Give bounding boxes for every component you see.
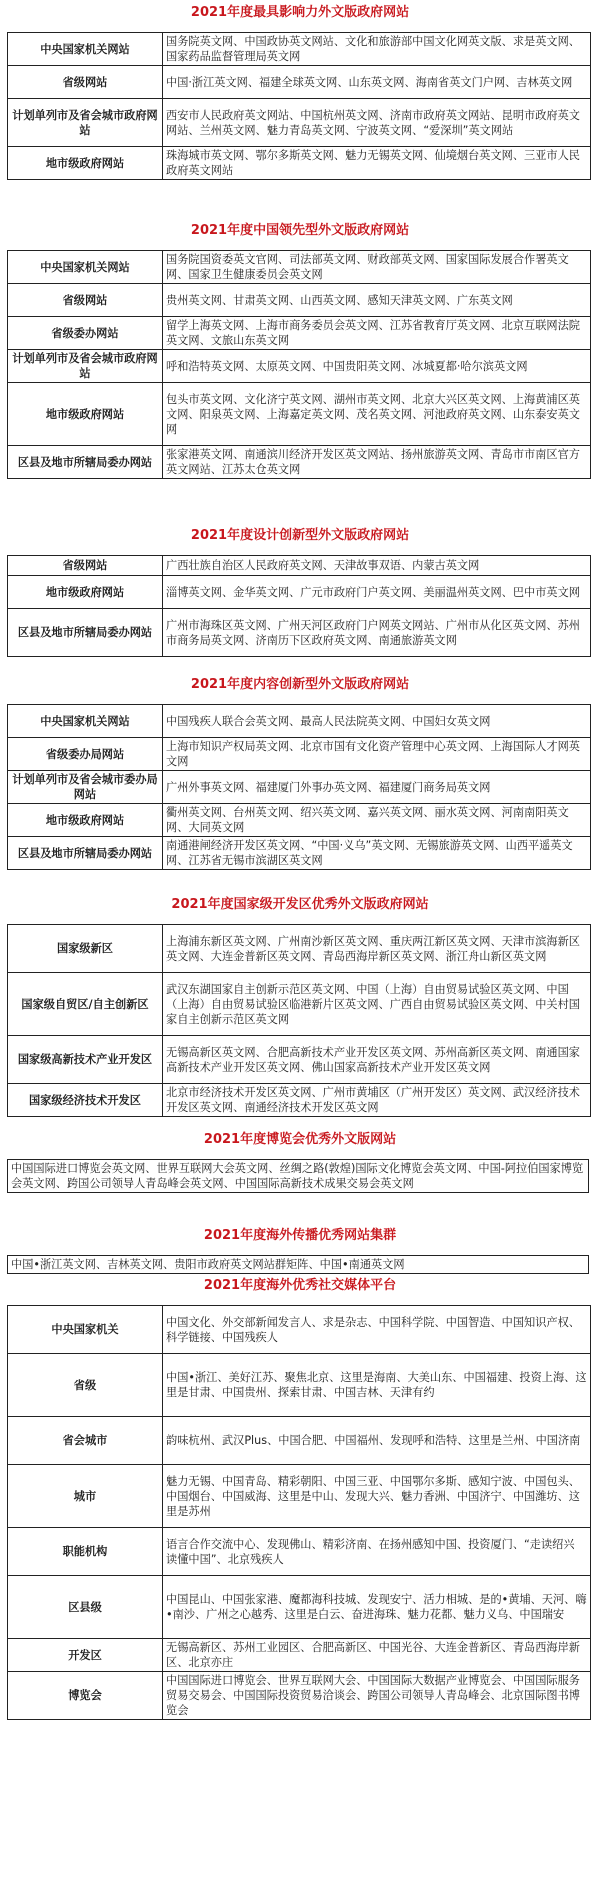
category-label: 职能机构 xyxy=(8,1528,163,1576)
winners-cell: 中国•浙江、美好江苏、聚焦北京、这里是海南、大美山东、中国福建、投资上海、这里是甘肃、中国贵州、探索甘肃、中国吉林、天津有约 xyxy=(163,1354,591,1417)
winners-cell: 无锡高新区、苏州工业园区、合肥高新区、中国光谷、大连金普新区、青岛西海岸新区、北京亦庄 xyxy=(163,1639,591,1672)
winners-cell: 魅力无锡、中国青岛、精彩朝阳、中国三亚、中国鄂尔多斯、感知宁波、中国包头、中国烟台、中国威海、这里是中山、发现大兴、魅力香洲、中国济宁、中国潍坊、这里是苏州 xyxy=(163,1465,591,1528)
category-label: 国家级经济技术开发区 xyxy=(8,1084,163,1117)
section-development-zones xyxy=(0,896,600,1117)
award-table xyxy=(7,32,591,180)
winners-cell: 语言合作交流中心、发现佛山、精彩济南、在扬州感知中国、投资厦门、“走读绍兴 读懂中国”、北京残疾人 xyxy=(163,1528,591,1576)
category-label: 省级网站 xyxy=(8,284,163,317)
winners-cell: 广西壮族自治区人民政府英文网、天津故事双语、内蒙古英文网 xyxy=(163,556,591,576)
table-row xyxy=(8,350,591,383)
winners-cell: 武汉东湖国家自主创新示范区英文网、中国（上海）自由贸易试验区英文网、中国（上海）自由贸易试验区临港新片区英文网、广西自由贸易试验区英文网、中关村国家自主创新示范区英文网 xyxy=(163,973,591,1036)
winners-cell: 西安市人民政府英文网站、中国杭州英文网、济南市政府英文网站、昆明市政府英文网站、兰州英文网、魅力青岛英文网、宁波英文网、“爱深圳”英文网站 xyxy=(163,99,591,147)
category-label: 中央国家机关网站 xyxy=(8,251,163,284)
winners-cell: 中国昆山、中国张家港、魔都海科技城、发现安宁、活力相城、是的•黄埔、天河、嗨•南沙、广州之心越秀、这里是白云、奋进海珠、魅力花都、魅力义乌、中国瑞安 xyxy=(163,1576,591,1639)
section-expo-websites xyxy=(0,1131,600,1193)
section-content-innovative xyxy=(0,676,600,870)
winners-cell: 淄博英文网、金华英文网、广元市政府门户英文网、美丽温州英文网、巴中市英文网 xyxy=(163,576,591,609)
table-row xyxy=(8,705,591,738)
section-title: 2021年度国家级开发区优秀外文版政府网站 xyxy=(171,897,429,912)
table-row xyxy=(8,1417,591,1465)
category-label: 中央国家机关 xyxy=(8,1306,163,1354)
category-label: 国家级新区 xyxy=(8,925,163,973)
table-row xyxy=(8,576,591,609)
table-row xyxy=(8,446,591,479)
table-row xyxy=(8,1672,591,1720)
table-row xyxy=(8,383,591,446)
table-row xyxy=(8,925,591,973)
category-label: 区县及地市所辖局委办网站 xyxy=(8,837,163,870)
category-label: 区县及地市所辖局委办网站 xyxy=(8,446,163,479)
table-row xyxy=(8,284,591,317)
category-label: 省级 xyxy=(8,1354,163,1417)
winners-cell: 国务院国资委英文官网、司法部英文网、财政部英文网、国家国际发展合作署英文网、国家卫生健康委员会英文网 xyxy=(163,251,591,284)
table-row xyxy=(8,251,591,284)
winners-cell: 中国国际进口博览会、世界互联网大会、中国国际大数据产业博览会、中国国际服务贸易交易会、中国国际投资贸易洽谈会、跨国公司领导人青岛峰会、北京国际图书博览会 xyxy=(163,1672,591,1720)
table-row xyxy=(8,738,591,771)
winners-cell: 中国文化、外交部新闻发言人、求是杂志、中国科学院、中国智造、中国知识产权、科学链接、中国残疾人 xyxy=(163,1306,591,1354)
section-title: 2021年度博览会优秀外文版网站 xyxy=(203,1132,397,1147)
section-overseas-cluster xyxy=(0,1227,600,1274)
category-label: 省级网站 xyxy=(8,556,163,576)
category-label: 计划单列市及省会城市政府网站 xyxy=(8,350,163,383)
winners-cell: 广州市海珠区英文网、广州天河区政府门户网英文网站、广州市从化区英文网、苏州市商务局英文网、济南历下区政府英文网、南通旅游英文网 xyxy=(163,609,591,657)
table-row xyxy=(8,1354,591,1417)
section-title: 2021年度内容创新型外文版政府网站 xyxy=(190,677,410,692)
section-design-innovative xyxy=(0,527,600,657)
table-row xyxy=(8,147,591,180)
category-label: 中央国家机关网站 xyxy=(8,705,163,738)
winners-cell: 呼和浩特英文网、太原英文网、中国贵阳英文网、冰城夏都·哈尔滨英文网 xyxy=(163,350,591,383)
table-row xyxy=(8,556,591,576)
table-row xyxy=(8,1084,591,1117)
table-row xyxy=(8,317,591,350)
category-label: 国家级高新技术产业开发区 xyxy=(8,1036,163,1084)
section-title: 2021年度海外优秀社交媒体平台 xyxy=(203,1278,397,1293)
winners-cell: 贵州英文网、甘肃英文网、山西英文网、感知天津英文网、广东英文网 xyxy=(163,284,591,317)
winners-cell: 留学上海英文网、上海市商务委员会英文网、江苏省教育厅英文网、北京互联网法院英文网、文旅山东英文网 xyxy=(163,317,591,350)
winners-cell: 张家港英文网、南通滨川经济开发区英文网站、扬州旅游英文网、青岛市市南区官方英文网站、江苏太仓英文网 xyxy=(163,446,591,479)
winners-cell: 国务院英文网、中国政协英文网站、文化和旅游部中国文化网英文版、求是英文网、国家药品监督管理局英文网 xyxy=(163,33,591,66)
category-label: 地市级政府网站 xyxy=(8,383,163,446)
award-table xyxy=(7,250,591,479)
table-row xyxy=(8,66,591,99)
table-row xyxy=(8,1465,591,1528)
winners-cell: 上海浦东新区英文网、广州南沙新区英文网、重庆两江新区英文网、天津市滨海新区英文网、大连金普新区英文网、青岛西海岸新区英文网、浙江舟山新区英文网 xyxy=(163,925,591,973)
table-row xyxy=(8,33,591,66)
winners-cell: 上海市知识产权局英文网、北京市国有文化资产管理中心英文网、上海国际人才网英文网 xyxy=(163,738,591,771)
winners-cell: 中国·浙江英文网、福建全球英文网、山东英文网、海南省英文门户网、吉林英文网 xyxy=(163,66,591,99)
winners-cell: 韵味杭州、武汉Plus、中国合肥、中国福州、发现呼和浩特、这里是兰州、中国济南 xyxy=(163,1417,591,1465)
section-social-media xyxy=(0,1277,600,1720)
winners-cell: 中国残疾人联合会英文网、最高人民法院英文网、中国妇女英文网 xyxy=(163,705,591,738)
category-label: 开发区 xyxy=(8,1639,163,1672)
section-title: 2021年度中国领先型外文版政府网站 xyxy=(190,223,410,238)
category-label: 地市级政府网站 xyxy=(8,804,163,837)
category-label: 中央国家机关网站 xyxy=(8,33,163,66)
winners-cell: 北京市经济技术开发区英文网、广州市黄埔区（广州开发区）英文网、武汉经济技术开发区英文网、南通经济技术开发区英文网 xyxy=(163,1084,591,1117)
category-label: 省级委办局网站 xyxy=(8,738,163,771)
award-table xyxy=(7,555,591,657)
category-label: 省会城市 xyxy=(8,1417,163,1465)
category-label: 省级委办网站 xyxy=(8,317,163,350)
award-table xyxy=(7,704,591,870)
winners-box: 中国•浙江英文网、吉林英文网、贵阳市政府英文网站群矩阵、中国•南通英文网 xyxy=(7,1255,589,1274)
category-label: 地市级政府网站 xyxy=(8,576,163,609)
table-row xyxy=(8,1576,591,1639)
category-label: 计划单列市及省会城市政府网站 xyxy=(8,99,163,147)
category-label: 区县及地市所辖局委办网站 xyxy=(8,609,163,657)
category-label: 计划单列市及省会城市委办局网站 xyxy=(8,771,163,804)
table-row xyxy=(8,1306,591,1354)
section-title: 2021年度海外传播优秀网站集群 xyxy=(203,1228,397,1243)
table-row xyxy=(8,973,591,1036)
category-label: 博览会 xyxy=(8,1672,163,1720)
table-row xyxy=(8,771,591,804)
table-row xyxy=(8,99,591,147)
winners-cell: 衢州英文网、台州英文网、绍兴英文网、嘉兴英文网、丽水英文网、河南南阳英文网、大同英文网 xyxy=(163,804,591,837)
section-title: 2021年度设计创新型外文版政府网站 xyxy=(190,528,410,543)
section-title: 2021年度最具影响力外文版政府网站 xyxy=(190,5,410,20)
table-row xyxy=(8,1639,591,1672)
winners-cell: 无锡高新区英文网、合肥高新技术产业开发区英文网、苏州高新区英文网、南通国家高新技术产业开发区英文网、佛山国家高新技术产业开发区英文网 xyxy=(163,1036,591,1084)
winners-cell: 包头市英文网、文化济宁英文网、湖州市英文网、北京大兴区英文网、上海黄浦区英文网、阳泉英文网、上海嘉定英文网、茂名英文网、河池政府英文网、山东泰安英文网 xyxy=(163,383,591,446)
table-row xyxy=(8,837,591,870)
table-row xyxy=(8,1036,591,1084)
table-row xyxy=(8,1528,591,1576)
category-label: 城市 xyxy=(8,1465,163,1528)
winners-cell: 珠海城市英文网、鄂尔多斯英文网、魅力无锡英文网、仙境烟台英文网、三亚市人民政府英文网站 xyxy=(163,147,591,180)
category-label: 区县级 xyxy=(8,1576,163,1639)
table-row xyxy=(8,804,591,837)
award-table xyxy=(7,924,591,1117)
section-leading xyxy=(0,222,600,479)
category-label: 国家级自贸区/自主创新区 xyxy=(8,973,163,1036)
winners-box: 中国国际进口博览会英文网、世界互联网大会英文网、丝绸之路(敦煌)国际文化博览会英文网、中国-阿拉伯国家博览会英文网、跨国公司领导人青岛峰会英文网、中国国际高新技术成果交易会英文网 xyxy=(7,1159,589,1193)
winners-cell: 广州外事英文网、福建厦门外事办英文网、福建厦门商务局英文网 xyxy=(163,771,591,804)
table-row xyxy=(8,609,591,657)
category-label: 省级网站 xyxy=(8,66,163,99)
award-table xyxy=(7,1305,591,1720)
section-most-influential xyxy=(0,4,600,180)
category-label: 地市级政府网站 xyxy=(8,147,163,180)
winners-cell: 南通港闸经济开发区英文网、“中国·义乌”英文网、无锡旅游英文网、山西平遥英文网、江苏省无锡市滨湖区英文网 xyxy=(163,837,591,870)
